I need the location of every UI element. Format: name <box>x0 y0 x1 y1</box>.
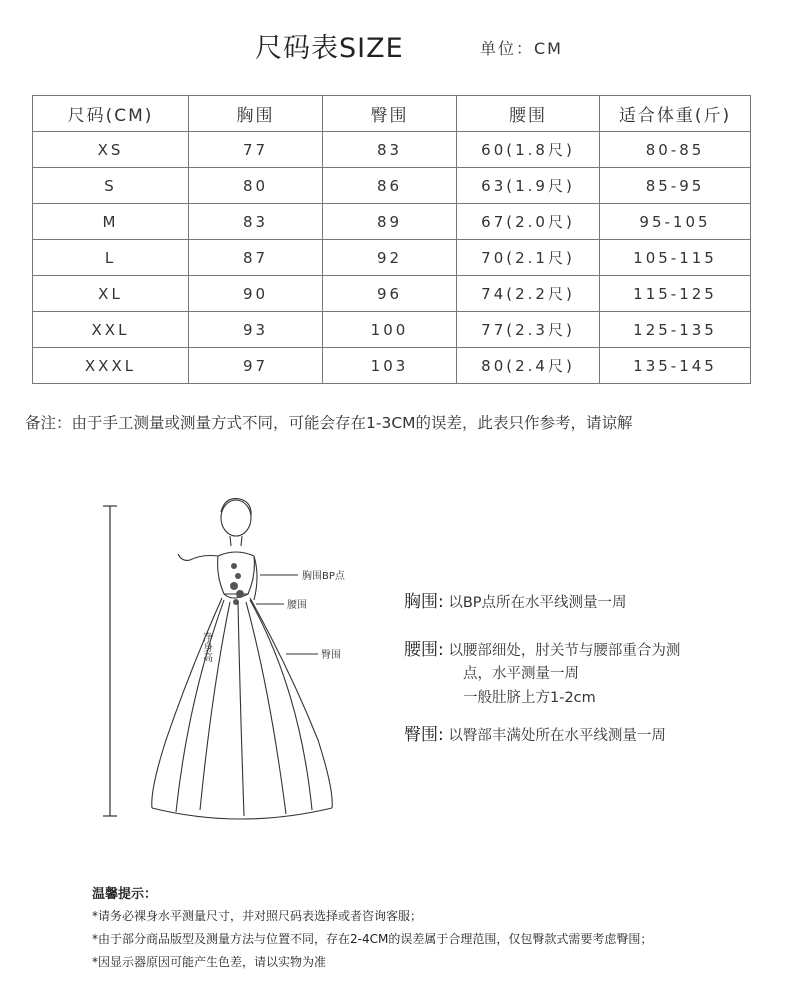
cell-hip: 100 <box>323 312 457 348</box>
waist-measure-label: 腰围: <box>404 640 444 660</box>
cell-hip: 89 <box>323 204 457 240</box>
cell-weight: 95-105 <box>600 204 751 240</box>
cell-hip: 83 <box>323 132 457 168</box>
size-table <box>32 95 751 384</box>
figure-bodice <box>178 552 257 600</box>
height-label: 净身高 <box>200 632 212 662</box>
cell-weight: 105-115 <box>600 240 751 276</box>
cell-bust: 93 <box>189 312 323 348</box>
header-hip: 臀围 <box>323 96 457 132</box>
cell-bust: 77 <box>189 132 323 168</box>
cell-waist: 77(2.3尺) <box>457 312 600 348</box>
header-bust: 胸围 <box>189 96 323 132</box>
table-row <box>33 168 751 204</box>
cell-weight: 85-95 <box>600 168 751 204</box>
table-row <box>33 240 751 276</box>
disclaimer-note: 备注：由于手工测量或测量方式不同，可能会存在1-3CM的误差，此表只作参考，请谅解 <box>25 414 633 432</box>
waist-measure-line1: 以腰部细处，肘关节与腰部重合为测 <box>448 643 681 659</box>
bodice-lace <box>230 563 244 605</box>
dress-figure <box>90 490 390 830</box>
cell-size: XXXL <box>33 348 189 384</box>
bust-measure-label: 胸围: <box>404 592 444 612</box>
hip-measure-text: 以臀部丰满处所在水平线测量一周 <box>448 728 666 744</box>
header-weight: 适合体重(斤) <box>600 96 751 132</box>
bust-pointer-label: 胸围BP点 <box>302 571 345 582</box>
cell-bust: 87 <box>189 240 323 276</box>
cell-size: XS <box>33 132 189 168</box>
tip-item: *因显示器原因可能产生色差，请以实物为准 <box>92 955 327 969</box>
tips-title: 温馨提示： <box>92 887 158 902</box>
table-header-row <box>33 96 751 132</box>
table-row <box>33 276 751 312</box>
hip-measure-label: 臀围: <box>404 725 444 745</box>
tip-item: *请务必裸身水平测量尺寸，并对照尺码表选择或者咨询客服； <box>92 909 423 923</box>
measure-pointers <box>256 575 318 654</box>
cell-waist: 74(2.2尺) <box>457 276 600 312</box>
hip-pointer-label: 臀围 <box>321 650 341 661</box>
cell-size: S <box>33 168 189 204</box>
cell-bust: 97 <box>189 348 323 384</box>
cell-hip: 96 <box>323 276 457 312</box>
cell-size: XL <box>33 276 189 312</box>
cell-hip: 86 <box>323 168 457 204</box>
table-row <box>33 132 751 168</box>
waist-measure-desc <box>404 638 680 663</box>
cell-waist: 80(2.4尺) <box>457 348 600 384</box>
waist-pointer-label: 腰围 <box>287 600 307 611</box>
dress-illustration <box>90 490 390 830</box>
cell-size: XXL <box>33 312 189 348</box>
cell-waist: 63(1.9尺) <box>457 168 600 204</box>
header-size: 尺码(CM) <box>33 96 189 132</box>
hip-measure-desc <box>404 723 666 748</box>
waist-measure-line2: 点，水平测量一周 <box>463 666 579 682</box>
cell-bust: 83 <box>189 204 323 240</box>
cell-hip: 92 <box>323 240 457 276</box>
header-waist: 腰围 <box>457 96 600 132</box>
bust-measure-text: 以BP点所在水平线测量一周 <box>448 595 627 611</box>
unit-label: 单位：CM <box>480 39 563 58</box>
page-title: 尺码表SIZE <box>255 33 404 64</box>
cell-bust: 80 <box>189 168 323 204</box>
cell-weight: 125-135 <box>600 312 751 348</box>
cell-weight: 115-125 <box>600 276 751 312</box>
cell-waist: 60(1.8尺) <box>457 132 600 168</box>
cell-size: L <box>33 240 189 276</box>
table-row <box>33 312 751 348</box>
figure-skirt <box>152 598 332 819</box>
table-row <box>33 348 751 384</box>
cell-hip: 103 <box>323 348 457 384</box>
cell-size: M <box>33 204 189 240</box>
height-bar <box>103 506 117 816</box>
tip-item: *由于部分商品版型及测量方法与位置不同，存在2-4CM的误差属于合理范围，仅包臀款式需要考虑臀围； <box>92 932 653 946</box>
waist-measure-line3: 一般肚脐上方1-2cm <box>463 690 596 706</box>
cell-bust: 90 <box>189 276 323 312</box>
cell-waist: 70(2.1尺) <box>457 240 600 276</box>
cell-waist: 67(2.0尺) <box>457 204 600 240</box>
cell-weight: 80-85 <box>600 132 751 168</box>
figure-head <box>221 499 251 546</box>
bust-measure-desc <box>404 590 627 615</box>
cell-weight: 135-145 <box>600 348 751 384</box>
table-row <box>33 204 751 240</box>
